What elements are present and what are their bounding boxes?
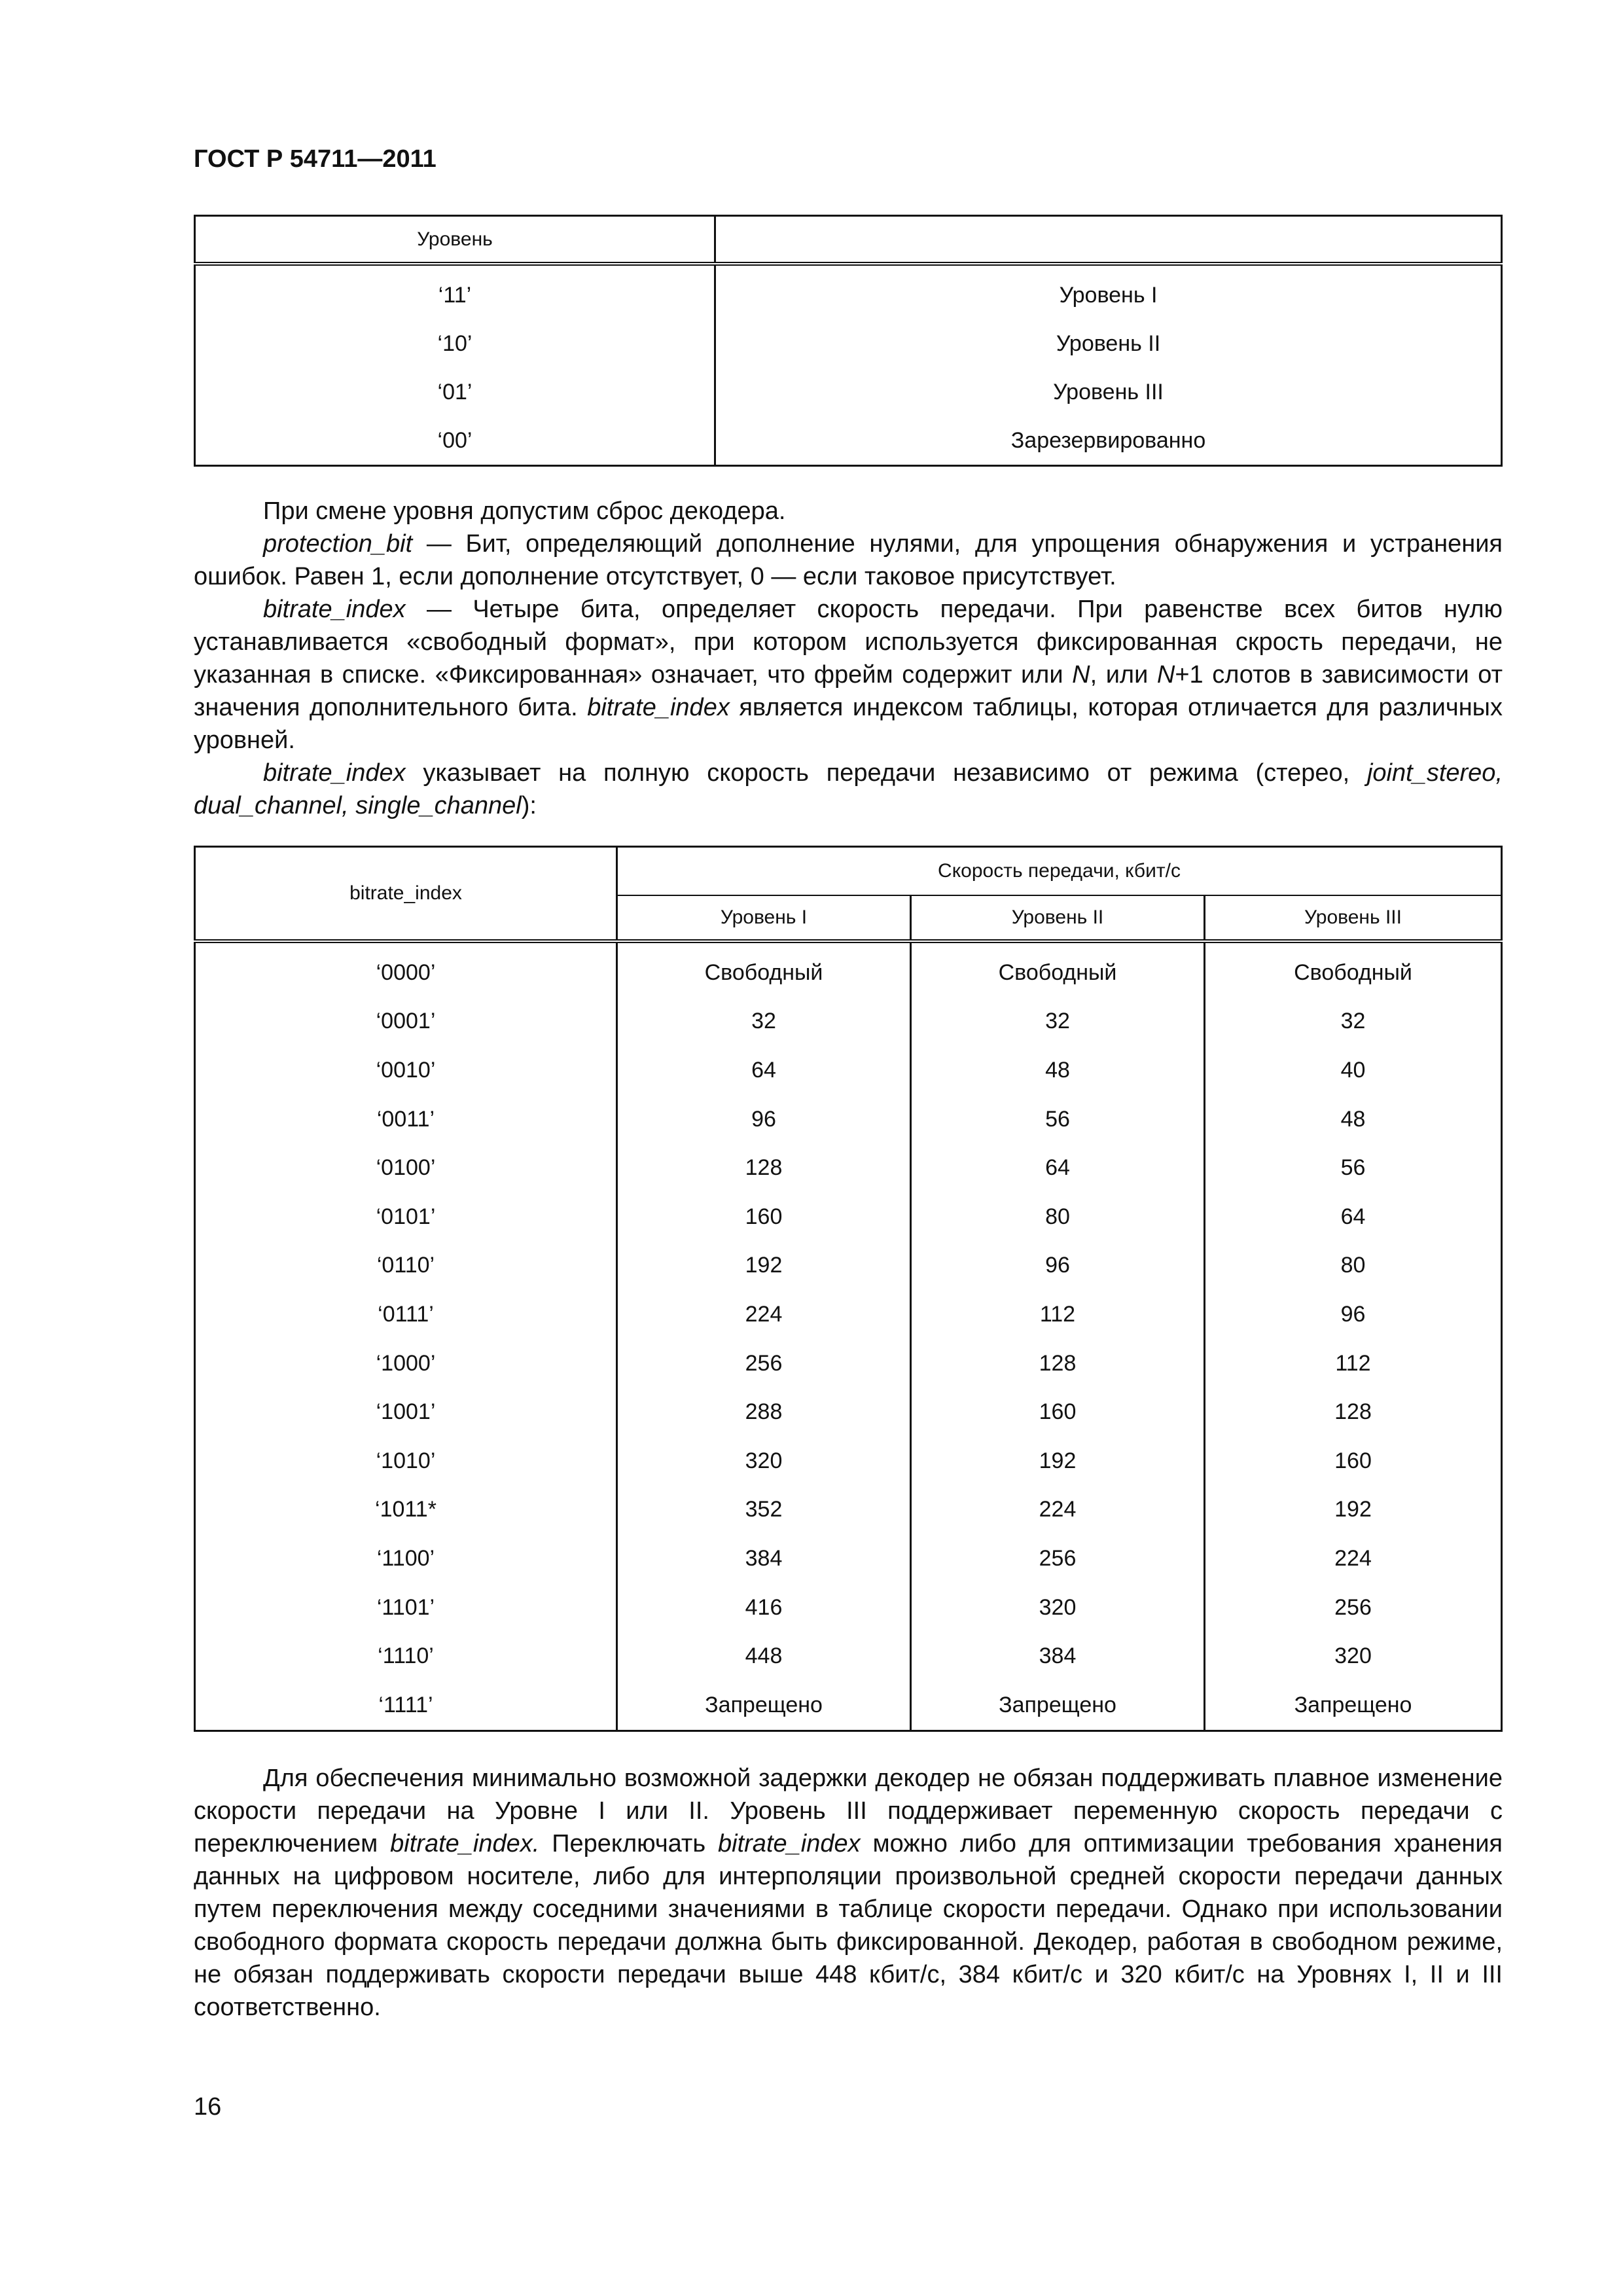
bitrate-index-cell: ‘1111’ [195,1681,617,1731]
level-3-rate-cell: 256 [1334,1594,1372,1620]
level-name: Уровень III [1053,379,1164,404]
level-3-rate-cell: 40 [1340,1057,1366,1083]
paragraph-protection-bit [194,528,1503,593]
level-table-header [195,216,1502,264]
bitrate-index-cell: ‘1000’ [195,1339,617,1388]
level-1-rate-cell: 352 [617,1486,911,1535]
level-2-rate-cell: 192 [911,1437,1205,1486]
table-row [195,997,1502,1047]
level-1-rate-cell: 128 [617,1143,911,1193]
level-1-rate-cell: 288 [617,1388,911,1437]
bitrate-index-cell: ‘0001’ [195,997,617,1047]
level-code: ‘01’ [195,368,715,416]
level-1-rate-cell: 320 [617,1437,911,1486]
level-name: Зарезервированно [1010,427,1206,453]
table-row [195,1437,1502,1486]
bitrate-index-cell: ‘1100’ [195,1534,617,1583]
term-bitrate-index: bitrate_index. [390,1830,540,1857]
bitrate-index-cell: ‘0100’ [195,1143,617,1193]
table-row [195,319,1502,368]
level-name: Уровень II [1056,331,1161,356]
bitrate-index-cell: ‘0101’ [195,1193,617,1242]
level-1-rate-cell: 64 [617,1046,911,1095]
level-3-rate-cell: 224 [1334,1545,1372,1571]
bitrate-index-cell: ‘1011* [195,1486,617,1535]
table-row [195,941,1502,997]
level-2-rate-cell: 48 [911,1046,1205,1095]
bitrate-index-cell: ‘0010’ [195,1046,617,1095]
paragraph-text: можно либо для оптимизации требования хранения данных на цифровом носителе, либо для интерполяции произвольной средней скорости передачи данных путем переключения между соседними значениями в таблице скорости передачи. Однако при использовании свободного формата скорость передачи должна быть фиксированной. Декодер, работая в свободном режиме, не обязан поддерживать скорости передачи выше 448 кбит/с, 384 кбит/с и 320 кбит/с на Уровнях I, II и III соответственно. [194,1830,1503,2021]
bitrate-table-body [195,941,1502,1731]
paragraph-text: +1 слотов в зависимости от значения дополнительного бита. [194,661,1503,721]
level-name: Уровень I [1059,282,1158,308]
level-2-rate-cell: 384 [911,1632,1205,1681]
level-1-rate-cell: 224 [617,1290,911,1339]
paragraph-bitrate-index [194,593,1503,757]
level-3-rate-cell: 48 [1340,1106,1366,1132]
bitrate-index-cell: ‘1101’ [195,1583,617,1632]
level-3-rate-cell: 160 [1334,1448,1372,1473]
page-number: 16 [194,2093,222,2121]
level-2-header: Уровень II [911,895,1205,941]
level-1-header: Уровень I [617,895,911,941]
level-3-rate-cell: 64 [1340,1204,1366,1229]
level-3-rate-cell: 80 [1340,1253,1366,1278]
paragraph-level-change [194,495,1503,528]
level-2-rate-cell: Запрещено [911,1681,1205,1731]
level-2-rate-cell: 96 [911,1242,1205,1291]
paragraph-text: , или [1090,661,1157,689]
paragraph-text: — Бит, определяющий дополнение нулями, для упрощения обнаружения и устранения ошибок. Равен 1, если дополнение отсутствует, 0 — если таковое присутствует. [194,530,1503,590]
table-row [195,1388,1502,1437]
bitrate-table [194,846,1503,1732]
table-row [195,1486,1502,1535]
bitrate-index-cell: ‘0011’ [195,1095,617,1144]
table-row [195,416,1502,466]
term-bitrate-index: bitrate_index [718,1830,861,1857]
paragraph-text: Для обеспечения минимально возможной задержки декодер не обязан поддерживать плавное изменение скорости передачи на Уровне I или II. Уровень III поддерживает переменную скорость передачи с переключением [194,1765,1503,1857]
level-2-rate-cell: 256 [911,1534,1205,1583]
paragraph-bitrate-modes [194,757,1503,822]
level-1-rate-cell: 160 [617,1193,911,1242]
paragraph-text: указывает на полную скорость передачи независимо от режима (стерео, [405,759,1367,787]
level-1-rate-cell: 192 [617,1242,911,1291]
term-bitrate-index: bitrate_index [587,694,730,721]
level-2-rate-cell: 320 [911,1583,1205,1632]
level-2-rate-cell: 80 [911,1193,1205,1242]
bitrate-index-cell: ‘1110’ [195,1632,617,1681]
term-bitrate-index: bitrate_index [263,759,406,787]
term-bitrate-index: bitrate_index [263,596,406,623]
level-3-rate-cell: 96 [1340,1301,1366,1327]
level-1-rate-cell: 96 [617,1095,911,1144]
table-row [195,1290,1502,1339]
table-row [195,1095,1502,1144]
level-3-rate-cell: 32 [1340,1009,1366,1034]
bitrate-index-cell: ‘1001’ [195,1388,617,1437]
table-row [195,1193,1502,1242]
paragraph-text: — Четыре бита, определяет скорость передачи. При равенстве всех битов нулю устанавливается «свободный формат», при котором используется фиксированная скрость передачи, не указанная в списке. «Фиксированная» означает, что фрейм содержит или [194,596,1503,689]
level-1-rate-cell: 416 [617,1583,911,1632]
level-3-rate-cell: 192 [1334,1497,1372,1522]
table-row [195,1583,1502,1632]
level-1-rate-cell: 384 [617,1534,911,1583]
level-3-rate-cell: Свободный [1294,960,1412,985]
level-3-rate-cell: 128 [1334,1399,1372,1425]
level-2-rate-cell: 128 [911,1339,1205,1388]
paragraph-text: При смене уровня допустим сброс декодера. [263,497,786,525]
level-1-rate-cell: Свободный [617,941,911,997]
table-row [195,1143,1502,1193]
bitrate-index-cell: ‘0000’ [195,941,617,997]
bitrate-index-cell: ‘0110’ [195,1242,617,1291]
level-3-rate-cell: 112 [1335,1350,1371,1376]
level-2-rate-cell: 32 [911,997,1205,1047]
level-code: ‘00’ [195,416,715,466]
level-2-rate-cell: 160 [911,1388,1205,1437]
document-header: ГОСТ Р 54711—2011 [194,145,437,173]
bitrate-index-header: bitrate_index [195,847,617,942]
bitrate-index-cell: ‘1010’ [195,1437,617,1486]
level-3-header: Уровень III [1205,895,1502,941]
bitrate-index-cell: ‘0111’ [195,1290,617,1339]
paragraph-text: является индексом таблицы, которая отличается для различных уровней. [194,694,1503,754]
paragraph-text: Переключать [539,1830,719,1857]
level-1-rate-cell: Запрещено [617,1681,911,1731]
paragraph-text: ): [521,792,537,819]
table-row [195,1681,1502,1731]
level-code: ‘11’ [195,264,715,319]
level-2-rate-cell: 64 [911,1143,1205,1193]
level-3-rate-cell: Запрещено [1294,1692,1412,1717]
level-3-rate-cell: 320 [1334,1643,1372,1669]
table-row [195,264,1502,319]
level-2-rate-cell: 112 [911,1290,1205,1339]
term-n: N [1156,661,1175,689]
level-2-rate-cell: Свободный [911,941,1205,997]
level-code: ‘10’ [195,319,715,368]
term-modes: joint_stereo, dual_channel, single_channel [194,759,1503,819]
level-name-header [715,216,1502,264]
table-row [195,1534,1502,1583]
bitrate-group-header: Скорость передачи, кбит/с [617,847,1502,896]
level-1-rate-cell: 32 [617,997,911,1047]
level-1-rate-cell: 448 [617,1632,911,1681]
table-row [195,1242,1502,1291]
term-n: N [1072,661,1090,689]
paragraph-final [194,1762,1503,2024]
table-row [195,1632,1502,1681]
level-table [194,215,1503,467]
term-protection-bit: protection_bit [263,530,413,558]
level-2-rate-cell: 224 [911,1486,1205,1535]
bitrate-table-header [195,847,1502,896]
level-2-rate-cell: 56 [911,1095,1205,1144]
level-code-header: Уровень [195,216,715,264]
level-3-rate-cell: 56 [1340,1155,1366,1181]
table-row [195,368,1502,416]
table-row [195,1339,1502,1388]
table-row [195,1046,1502,1095]
level-1-rate-cell: 256 [617,1339,911,1388]
